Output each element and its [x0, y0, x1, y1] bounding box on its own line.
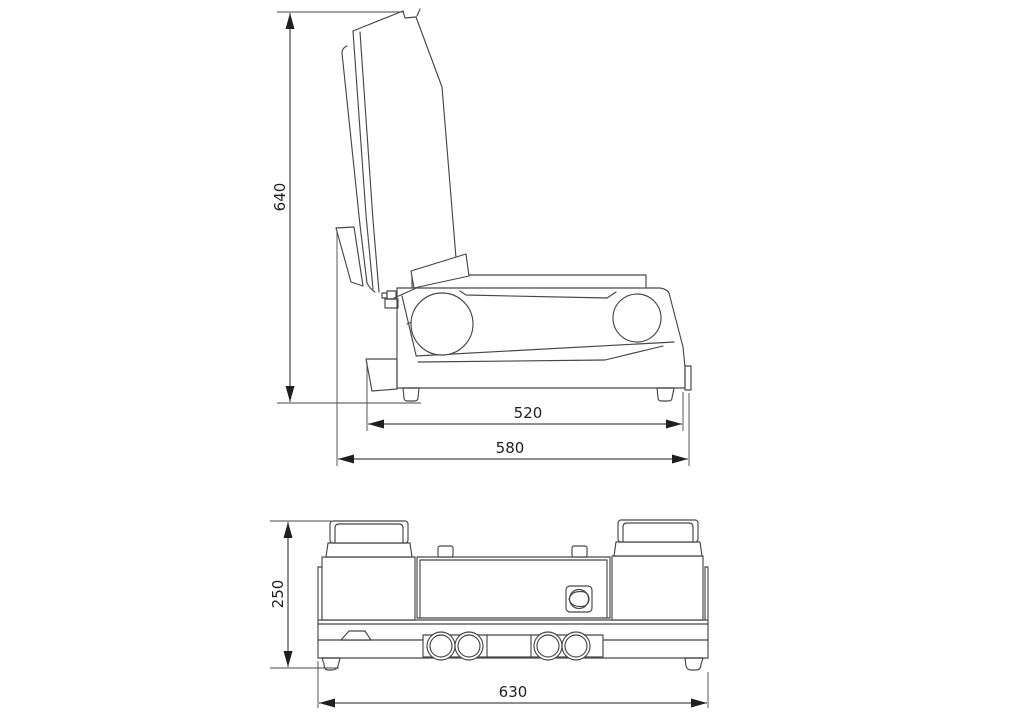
right-tower-body [612, 556, 703, 620]
knob-2 [455, 632, 483, 660]
foot-right-side [657, 388, 674, 401]
right-tower [612, 520, 703, 620]
lid-front-edge [416, 17, 457, 270]
right-tower-collar [614, 542, 702, 556]
machine-body [366, 288, 691, 401]
hinge-pin [382, 293, 387, 298]
belt-top-strip [460, 291, 616, 298]
dimension-width-580 [337, 232, 689, 466]
feed-tray [411, 254, 469, 288]
dimension-label-520: 520 [513, 404, 543, 422]
wedge-indicator [341, 631, 371, 640]
left-tower [322, 521, 415, 620]
knob-buttons [427, 632, 590, 660]
panel-tab-right [572, 546, 587, 557]
lid-notch [403, 11, 416, 18]
knob-1 [427, 632, 455, 660]
front-view [269, 520, 708, 708]
rotary-switch-icon [566, 586, 592, 612]
dimension-label-250: 250 [269, 579, 287, 609]
left-tower-body [322, 557, 415, 620]
panel-tab-left [438, 546, 453, 557]
dimension-width-630 [318, 661, 708, 708]
side-view [271, 9, 691, 466]
knob-4 [562, 632, 590, 660]
base-assembly [318, 620, 708, 670]
foot-right-front [685, 658, 703, 670]
dimension-width-520 [367, 362, 683, 431]
machine-lid [336, 9, 457, 298]
roller-right [613, 294, 661, 342]
hinge [382, 291, 398, 308]
hinge-block-lower [385, 299, 398, 308]
dimension-label-580: 580 [495, 439, 525, 457]
knob-3 [534, 632, 562, 660]
left-tower-collar [326, 543, 412, 557]
dimension-label-630: 630 [498, 683, 528, 701]
dimension-label-640: 640 [271, 182, 289, 212]
central-panel [417, 546, 610, 618]
lid-back-bracket [336, 227, 363, 286]
roller-left [411, 293, 473, 355]
lid-latch-tick [417, 9, 420, 16]
dimension-height-640 [271, 12, 421, 403]
right-lug [685, 366, 691, 390]
foot-left-side [403, 388, 419, 401]
left-mount-bracket [366, 359, 397, 391]
lid-top-edge [353, 11, 403, 31]
